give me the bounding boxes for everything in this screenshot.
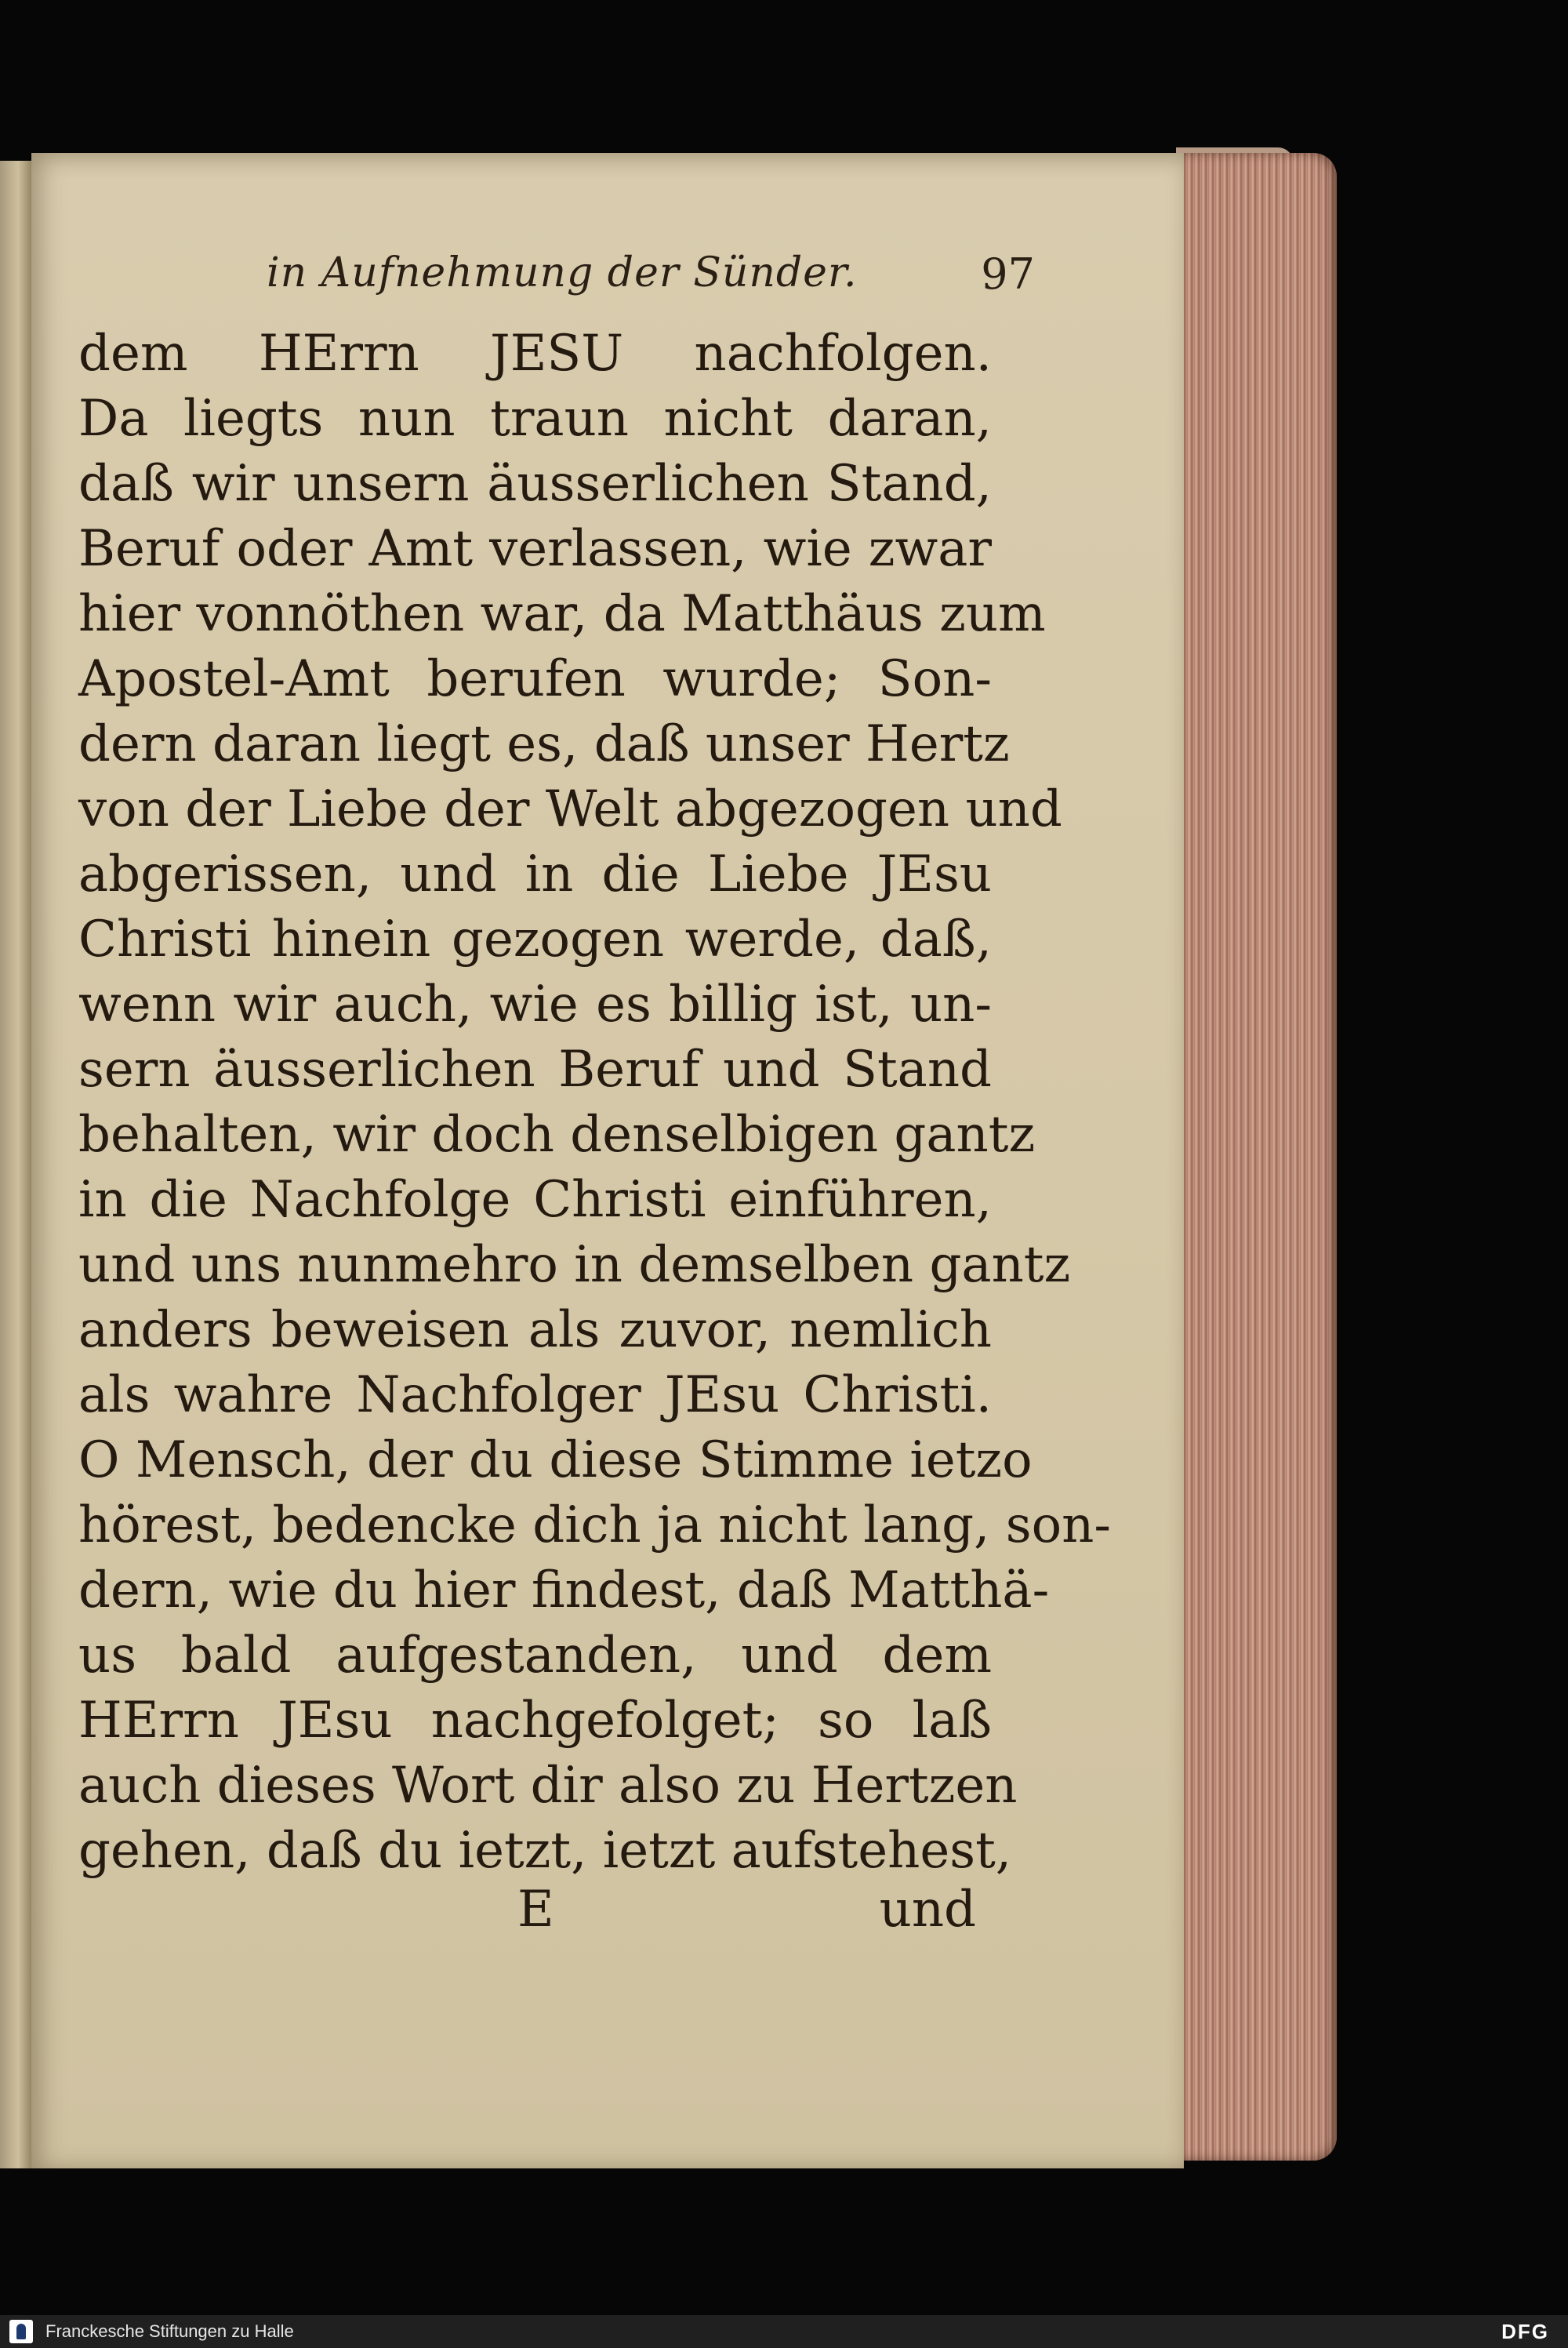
institution-name: Franckesche Stiftungen zu Halle <box>45 2321 294 2341</box>
dfg-logo: DFG <box>1501 2320 1549 2343</box>
text-line: HErrn JEsu nachgefolget; so laß <box>78 1692 992 1750</box>
text-line: behalten, wir doch denselbigen gantz <box>78 1106 1036 1164</box>
text-line: dern, wie du hier findest, daß Matthä- <box>78 1561 1050 1619</box>
catchword: und <box>879 1881 976 1939</box>
signature-mark: E <box>517 1881 554 1939</box>
text-line: Da liegts nun traun nicht daran, <box>78 390 992 448</box>
text-line: Apostel-Amt berufen wurde; Son- <box>78 650 992 708</box>
text-line: abgerissen, und in die Liebe JEsu <box>78 845 992 903</box>
page-block-edges <box>1180 153 1337 2161</box>
page-number: 97 <box>981 249 1035 299</box>
text-line: wenn wir auch, wie es billig ist, un- <box>78 976 992 1034</box>
text-line: hier vonnöthen war, da Matthäus zum <box>78 585 1046 643</box>
page-header <box>267 249 1035 312</box>
text-line: von der Liebe der Welt abgezogen und <box>78 780 1062 838</box>
text-line: Christi hinein gezogen werde, daß, <box>78 910 992 969</box>
text-line: daß wir unsern äusserlichen Stand, <box>78 455 992 513</box>
text-line: und uns nunmehro in demselben gantz <box>78 1236 1071 1294</box>
running-head: in Aufnehmung der Sünder. <box>267 249 858 296</box>
text-line: O Mensch, der du diese Stimme ietzo <box>78 1431 1033 1489</box>
text-line: auch dieses Wort dir also zu Hertzen <box>78 1757 1018 1815</box>
orphanage-building-icon <box>9 2320 33 2343</box>
text-line: in die Nachfolge Christi einführen, <box>78 1171 992 1229</box>
text-line: anders beweisen als zuvor, nemlich <box>78 1301 992 1359</box>
left-page-edge <box>0 161 34 2168</box>
text-line: dern daran liegt es, daß unser Hertz <box>78 715 1010 773</box>
page-footer <box>78 1881 992 1943</box>
text-line: sern äusserlichen Beruf und Stand <box>78 1041 992 1099</box>
text-line: Beruf oder Amt verlassen, wie zwar <box>78 520 992 578</box>
viewer-footer-bar <box>0 2315 1568 2348</box>
text-line: als wahre Nachfolger JEsu Christi. <box>78 1366 992 1424</box>
text-line: hörest, bedencke dich ja nicht lang, son- <box>78 1496 1111 1554</box>
text-line: us bald aufgestanden, und dem <box>78 1627 992 1685</box>
text-line: gehen, daß du ietzt, ietzt aufstehest, <box>78 1822 1012 1880</box>
text-line: dem HErrn JESU nachfolgen. <box>78 325 992 383</box>
body-text <box>78 322 1111 1884</box>
